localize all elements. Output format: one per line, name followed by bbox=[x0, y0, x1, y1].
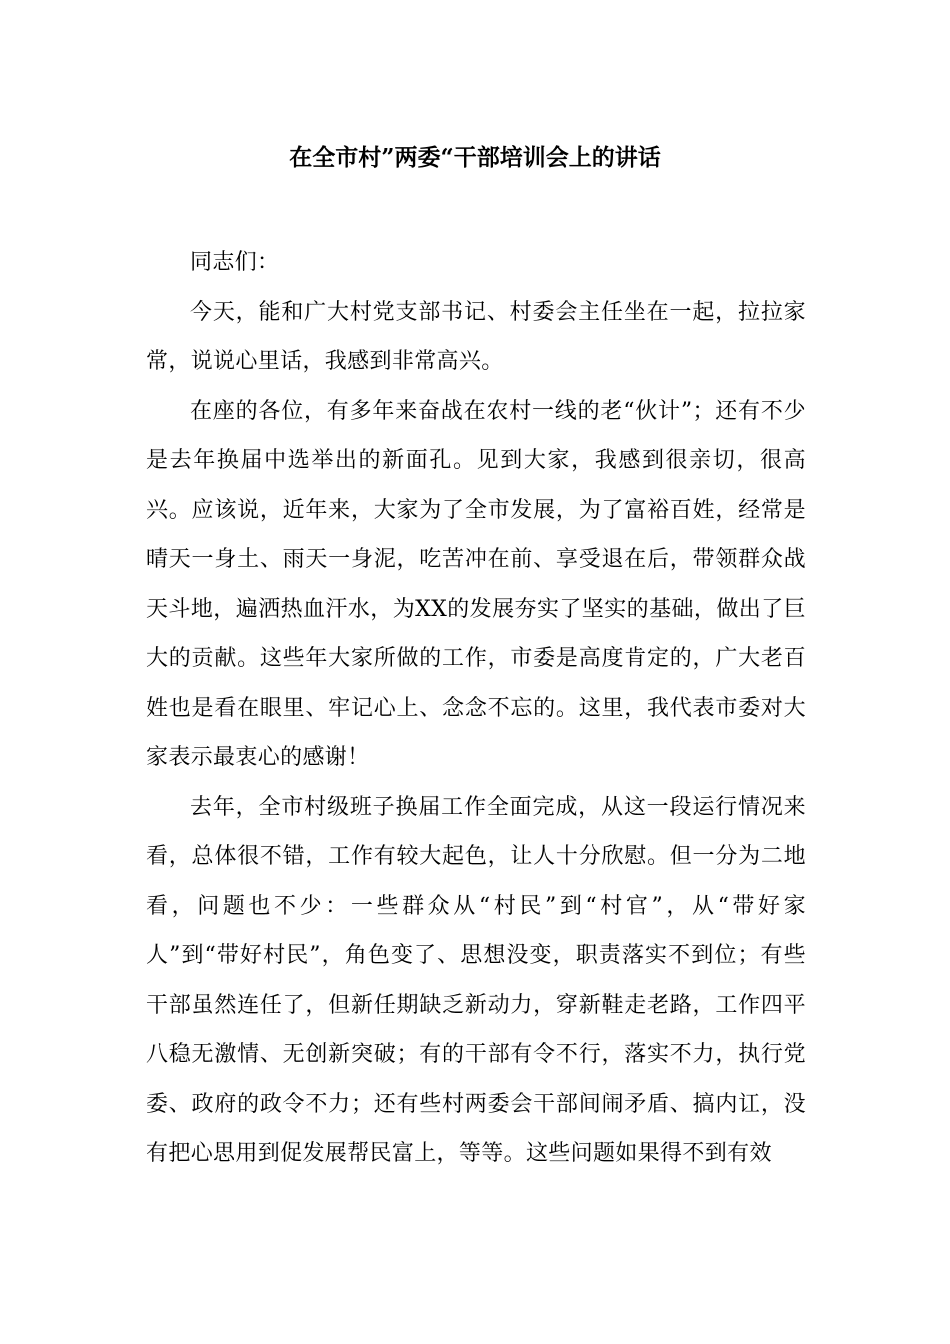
document-body bbox=[146, 238, 806, 1179]
paragraph-1: 今天，能和广大村党支部书记、村委会主任坐在一起，拉拉家常，说说心里话，我感到非常高兴。 bbox=[146, 299, 806, 374]
paragraph-3: 去年，全市村级班子换届工作全面完成，从这一段运行情况来看，总体很不错，工作有较大起色，让人十分欣慰。但一分为二地看，问题也不少：一些群众从“村民”到“村官”，从“带好家人”到“带好村民”，角色变了、思想没变，职责落实不到位；有些干部虽然连任了，但新任期缺乏新动力，穿新鞋走老路，工作四平八稳无激情、无创新突破；有的干部有令不行，落实不力，执行党委、政府的政令不力；还有些村两委会干部间闹矛盾、搞内讧，没有把心思用到促发展帮民富上，等等。这些问题如果得不到有效 bbox=[146, 794, 806, 1166]
document-title: 在全市村”两委“干部培训会上的讲话 bbox=[289, 144, 661, 171]
salutation: 同志们： bbox=[190, 250, 280, 275]
paragraph-2: 在座的各位，有多年来奋战在农村一线的老“伙计”；还有不少是去年换届中选举出的新面孔。见到大家，我感到很亲切，很高兴。应该说，近年来，大家为了全市发展，为了富裕百姓，经常是晴天一身土、雨天一身泥，吃苦冲在前、享受退在后，带领群众战天斗地，遍洒热血汗水，为XX的发展夯实了坚实的基础，做出了巨大的贡献。这些年大家所做的工作，市委是高度肯定的，广大老百姓也是看在眼里、牢记心上、念念不忘的。这里，我代表市委对大家表示最衷心的感谢！ bbox=[146, 398, 806, 770]
